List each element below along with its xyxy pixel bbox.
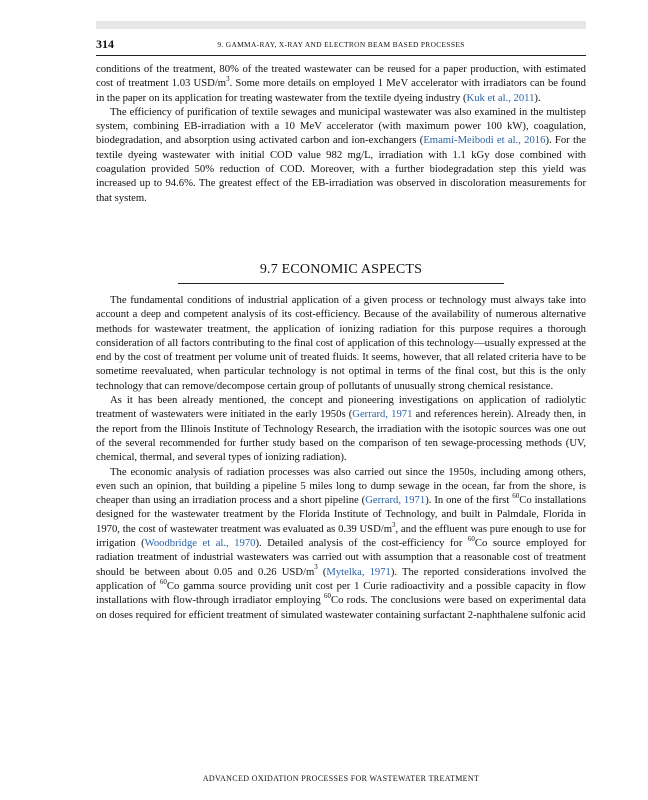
- paragraph-3: [96, 294, 586, 394]
- citation-link[interactable]: Woodbridge et al., 1970: [144, 538, 256, 550]
- text-run: The efficiency of purification of textile sewages and municipal wastewater was also examined in the multistep system, combining EB-irradiation with a 10 MeV accelerator (with maximum power 100 kW), coagulation, biodegradation, and absorption using activated carbon and ion-exchangers (: [96, 106, 586, 147]
- text-run: ). Detailed analysis of the cost-efficiency for: [255, 538, 468, 550]
- superscript: 60: [159, 577, 167, 586]
- superscript: 3: [314, 563, 318, 572]
- body-text-top: [96, 63, 586, 206]
- text-run: Co source employed for radiation treatment of industrial wastewaters was carried out with assumption that a reasonable cost of treatment should be between about 0.05 and 0.26 USD/m: [96, 538, 586, 578]
- text-run: (: [317, 566, 327, 578]
- text-run: ). In one of the first: [425, 495, 513, 507]
- section-rule: [178, 283, 504, 284]
- citation-link[interactable]: Gerrard, 1971: [352, 409, 413, 421]
- header-bar: [96, 21, 586, 29]
- page-number: 314: [96, 37, 114, 51]
- text-run: The economic analysis of radiation processes was also carried out since the 1950s, including among others, even such an opinion, that building a pipeline 5 miles long to dump sewage in the ocean, far from the shore, is cheaper than using an irradiation process and a short pipeline (: [96, 466, 586, 507]
- superscript: 3: [392, 520, 396, 529]
- text-run: Co gamma source providing unit cost per 1 Curie radioactivity and a possible capacity in flow installations with flow-through irradiator employing: [96, 580, 586, 607]
- section-heading: 9.7 ECONOMIC ASPECTS: [259, 262, 423, 277]
- text-run: conditions of the treatment, 80% of the treated wastewater can be reused for a paper production, with estimated cost of treatment 1.03 USD/m: [96, 64, 586, 90]
- text-run: ). The reported considerations involved the application of: [96, 566, 587, 592]
- text-run: Co installations designed for the wastewater treatment by the Florida Institute of Technology, and built in Palmdale, Florida in 1970, the cost of wastewater treatment was evaluated as 0.39 USD/m: [96, 495, 586, 535]
- text-run: and references herein). Already then, in the report from the Illinois Institute of Technology Research, the irradiation with the isotopic sources was one out of the several recommended for further study based on the comparison of ten sewage-processing methods (UV, chemical, thermal, and several types of ionizing radiation).: [96, 409, 586, 464]
- citation-link[interactable]: Kuk et al., 2011: [466, 92, 535, 104]
- superscript: 60: [467, 534, 475, 543]
- paragraph-5: [96, 466, 586, 623]
- citation-link[interactable]: Emami-Meibodi et al., 2016: [423, 135, 546, 147]
- running-head: 9. GAMMA-RAY, X-RAY AND ELECTRON BEAM BASED PROCESSES: [217, 40, 465, 49]
- paragraph-1: [96, 63, 586, 106]
- text-run: The fundamental conditions of industrial application of a given process or technology must always take into account a deep and competent analysis of its cost-efficiency. Because of the availability of numerous alternative methods for wastewater treatment, the application of ionizing radiation for this purpose requires a thorough consideration of all factors contributing to the final cost of application of this technology—usually expressed at the end by the cost of treatment per volume unit of treated fluids. It seems, however, that all related criteria have to be sometime reevaluated, when particular technology is not optimal in terms of the final cost, but this is the only technology that can remove/decompose certain group of pollutants of unusually strong chemical resistance.: [96, 295, 586, 392]
- body-text-section: [96, 294, 586, 623]
- superscript: 60: [323, 592, 331, 600]
- header-rule: [96, 55, 586, 56]
- paragraph-2: [96, 106, 586, 206]
- superscript: 60: [512, 491, 520, 500]
- text-run: , and the effluent was pure enough to use for irrigation (: [96, 523, 586, 550]
- text-run: Co rods. The conclusions were based on experimental data on doses required for efficient treatment of simulated wastewater containing surfactant 2-naphthalene sulfonic acid: [96, 595, 586, 621]
- citation-link[interactable]: Gerrard, 1971: [365, 495, 426, 507]
- text-run: ). For the textile dyeing wastewater with initial COD value 982 mg/L, irradiation with 1.1 kGy dose combined with coagulation provided 50% reduction of COD. Moreover, with a further biodegradation step this yield was increased up to 94.6%. The greatest effect of the EB-irradiation was observed in discoloration measurements for that system.: [96, 135, 586, 204]
- text-run: As it has been already mentioned, the concept and pioneering investigations on application of radiolytic treatment of wastewaters were initiated in the early 1950s (: [96, 395, 586, 421]
- paragraph-4: [96, 394, 586, 465]
- superscript: 3: [226, 75, 230, 84]
- text-run: ).: [534, 92, 541, 104]
- page-footer: ADVANCED OXIDATION PROCESSES FOR WASTEWATER TREATMENT: [202, 774, 480, 783]
- text-run: . Some more details on employed 1 MeV accelerator with irradiators can be found in the paper on its application for treating wastewater from the textile dyeing industry (: [96, 78, 586, 104]
- citation-link[interactable]: Mytelka, 1971: [326, 566, 391, 578]
